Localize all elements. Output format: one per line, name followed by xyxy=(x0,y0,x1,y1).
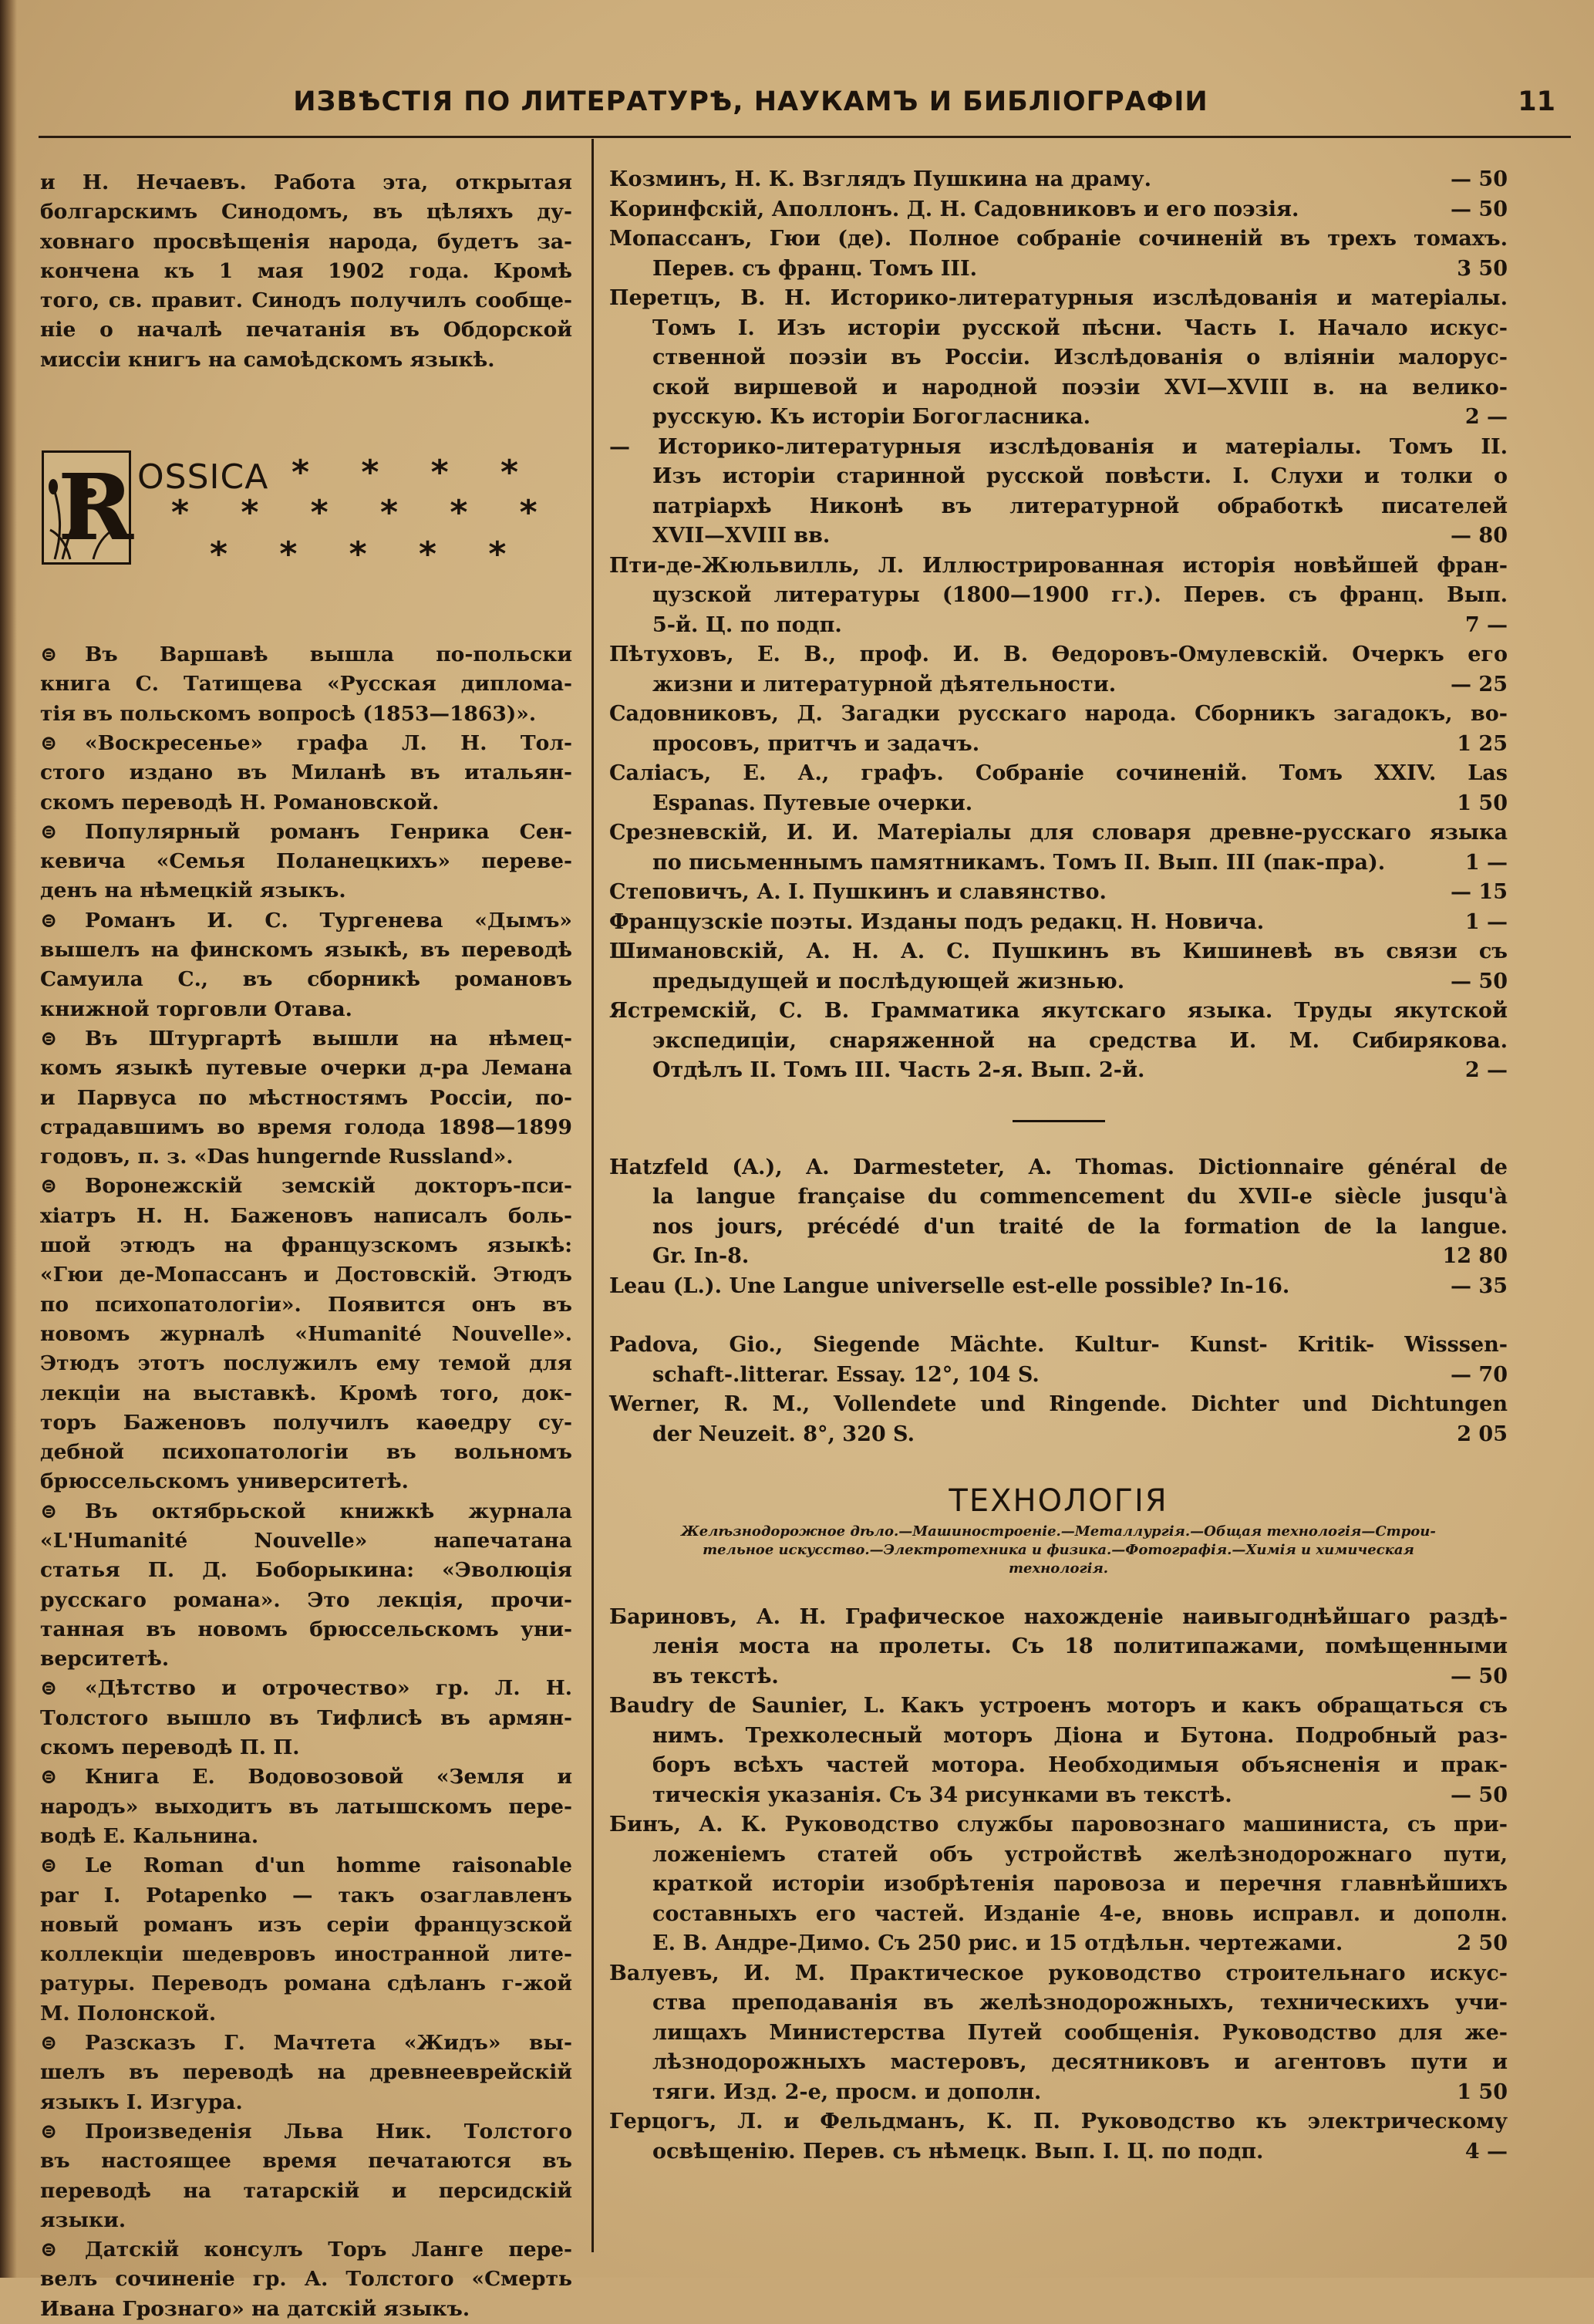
bib-entry xyxy=(609,433,1508,551)
news-text: Романъ И. С. Тургенева «Дымъ» xyxy=(85,908,572,933)
news-line: страдавшимъ во время голода 1898—1899 xyxy=(40,1115,572,1139)
bib-line xyxy=(609,1929,1508,1959)
bib-line: Baudry de Saunier, L. Какъ устроенъ моторъ и какъ обращаться съ xyxy=(609,1694,1508,1718)
bib-line: Пти-де-Жюльвилль, Л. Иллюстрированная исторія новѣйшей фран- xyxy=(609,553,1508,578)
news-line: новый романъ изъ серіи французской xyxy=(40,1912,572,1937)
bib-entry xyxy=(609,1692,1508,1810)
spacer xyxy=(609,1301,1508,1331)
news-item xyxy=(40,1172,572,1496)
news-item xyxy=(40,1762,572,1851)
bib-line: ства преподаванія въ желѣзнодорожныхъ, техническихъ учи- xyxy=(652,1991,1508,2015)
news-bullet-icon: ⊜ xyxy=(40,1676,58,1701)
news-line: велъ сочиненіе гр. А. Толстого «Смерть xyxy=(40,2267,572,2292)
bib-entry xyxy=(609,195,1508,225)
news-line: годовъ, п. з. «Das hungernde Russland». xyxy=(40,1145,514,1169)
bib-line: — Историко-литературныя изслѣдованія и матеріалы. Томъ II. xyxy=(609,434,1508,459)
bib-entry xyxy=(609,1272,1508,1302)
bib-line: la langue française du commencement du XVII-e siècle jusqu'à xyxy=(652,1185,1508,1209)
bib-text: schaft-.litterar. Essay. 12°, 104 S. xyxy=(652,1362,1040,1387)
bib-line xyxy=(609,403,1508,433)
news-line: тія въ польскомъ вопросѣ (1853—1863)». xyxy=(40,701,537,726)
initial-letter: R xyxy=(58,454,134,562)
bib-entry xyxy=(609,878,1508,908)
french-bibliography xyxy=(609,1153,1508,1302)
news-bullet-icon: ⊜ xyxy=(40,730,58,755)
news-bullet-icon: ⊜ xyxy=(40,1853,58,1878)
news-line xyxy=(40,906,572,936)
bib-text: der Neuzeit. 8°, 320 S. xyxy=(652,1422,915,1446)
bib-line: Бинъ, А. К. Руководство службы паровознаго машиниста, съ при- xyxy=(609,1813,1508,1837)
bib-entry xyxy=(609,1153,1508,1272)
asterism-row-2: * * * * * * xyxy=(171,493,558,533)
bib-line: Werner, R. M., Vollendete und Ringende. Dichter und Dichtungen xyxy=(609,1392,1508,1416)
bib-text: Коринфскій, Аполлонъ. Д. Н. Садовниковъ и его поэзія. xyxy=(609,197,1299,221)
bib-text: Отдѣлъ II. Томъ III. Часть 2-я. Вып. 2-й. xyxy=(652,1058,1145,1082)
news-line xyxy=(40,2235,572,2265)
news-line xyxy=(40,1497,572,1526)
bib-line xyxy=(609,2137,1508,2167)
bib-text: русскую. Къ исторіи Богогласника. xyxy=(652,405,1091,429)
bib-line: ственной поэзіи въ Россіи. Изслѣдованія о вліяніи малорус- xyxy=(652,346,1508,369)
price: 2 — xyxy=(1464,405,1508,429)
news-text: Воронежскій земскій докторъ-пси- xyxy=(85,1174,572,1199)
bib-line xyxy=(609,1361,1508,1391)
news-line: ратуры. Переводъ романа сдѣланъ г-жой xyxy=(40,1972,572,1996)
bib-line: nos jours, précédé d'un traité de la formation de la langue. xyxy=(652,1214,1508,1239)
bib-line: Шимановскій, А. Н. А. С. Пушкинъ въ Кишиневѣ въ связи съ xyxy=(609,939,1508,963)
right-column xyxy=(609,165,1508,2167)
intro-line: ховнаго просвѣщенія народа, будетъ за- xyxy=(40,229,572,254)
news-line: верситетѣ. xyxy=(40,1647,170,1671)
bib-line: Изъ исторіи старинной русской повѣсти. I. Слухи и толки о xyxy=(652,464,1508,488)
bib-line: экспедиціи, снаряженной на средства И. М. Сибирякова. xyxy=(652,1028,1508,1053)
intro-line: кончена къ 1 мая 1902 года. Кромѣ xyxy=(40,258,572,283)
bib-line: Саліасъ, Е. А., графъ. Собраніе сочиненій. Томъ XXIV. Las xyxy=(609,761,1508,785)
bib-line: ложеніемъ статей объ устройствѣ желѣзнодорожнаго пути, xyxy=(652,1842,1508,1867)
ornamental-initial-r xyxy=(42,450,134,565)
asterism-row-3: * * * * * xyxy=(210,535,527,575)
bib-line: Перетцъ, В. Н. Историко-литературныя изслѣдованія и матеріалы. xyxy=(609,286,1508,310)
bib-line xyxy=(609,1242,1508,1272)
news-text: Le Roman d'un homme raisonable xyxy=(85,1853,572,1878)
column-divider xyxy=(591,139,594,2252)
bib-text: просовъ, притчъ и задачъ. xyxy=(652,731,980,756)
news-bullet-icon: ⊜ xyxy=(40,2238,58,2262)
price: — 50 xyxy=(1451,1783,1508,1807)
price: 1 — xyxy=(1464,850,1508,875)
news-line: новомъ журналѣ «Humanité Nouvelle». xyxy=(40,1321,572,1346)
price: — 50 xyxy=(1451,1664,1508,1688)
bib-line xyxy=(609,255,1508,285)
bib-line: краткой исторіи изобрѣтенія паровоза и перечня главнѣйшихъ xyxy=(652,1872,1508,1896)
news-bullet-icon: ⊜ xyxy=(40,1026,58,1051)
news-item xyxy=(40,1497,572,1675)
news-line: народъ» выходитъ въ латышскомъ пере- xyxy=(40,1794,572,1819)
news-item xyxy=(40,1674,572,1762)
bib-entry xyxy=(609,997,1508,1086)
news-line: водѣ Е. Кальнина. xyxy=(40,1823,259,1848)
news-bullet-icon: ⊜ xyxy=(40,819,58,844)
news-list xyxy=(40,640,572,2324)
price: — 80 xyxy=(1451,524,1508,548)
price: 2 05 xyxy=(1457,1422,1508,1446)
bib-text: 5-й. Ц. по подп. xyxy=(652,612,842,637)
subtitle-line: Желѣзнодорожное дѣло.—Машиностроеніе.—Металлургія.—Общая технологія—Строи- xyxy=(681,1523,1436,1540)
bib-line xyxy=(609,1420,1508,1450)
bib-text: Козминъ, Н. К. Взглядъ Пушкина на драму. xyxy=(609,167,1152,191)
bib-text: Gr. In-8. xyxy=(652,1244,750,1268)
news-line: скомъ переводѣ Н. Романовской. xyxy=(40,790,440,815)
bib-line xyxy=(609,967,1508,997)
german-bibliography xyxy=(609,1331,1508,1449)
price: 1 50 xyxy=(1457,2079,1508,2104)
news-line xyxy=(40,640,572,670)
news-line xyxy=(40,2029,572,2058)
news-item xyxy=(40,729,572,818)
news-line: танная въ новомъ брюссельскомъ уни- xyxy=(40,1617,572,1641)
news-text: Въ Штургартѣ вышли на нѣмец- xyxy=(85,1026,572,1051)
bib-text: освѣщенію. Перев. съ нѣмецк. Вып. I. Ц. по подп. xyxy=(652,2139,1264,2164)
section-heading-technology: ТЕХНОЛОГІЯ xyxy=(949,1483,1168,1519)
news-line xyxy=(40,1024,572,1054)
price: 2 50 xyxy=(1457,1931,1508,1955)
news-line: Ивана Грознаго» на датскій языкъ. xyxy=(40,2296,470,2321)
news-line: брюссельскомъ университетѣ. xyxy=(40,1469,409,1494)
price: — 70 xyxy=(1451,1362,1508,1387)
news-text: «Воскресенье» графа Л. Н. Тол- xyxy=(85,730,572,755)
price: 4 — xyxy=(1464,2139,1508,2164)
news-item xyxy=(40,2029,572,2117)
bib-text: Leau (L.). Une Langue universelle est-elle possible? In-16. xyxy=(609,1273,1290,1298)
price: — 35 xyxy=(1451,1273,1508,1298)
news-text: Датскій консулъ Торъ Ланге пере- xyxy=(85,2238,572,2262)
bib-entry xyxy=(609,224,1508,284)
bib-line: Валуевъ, И. М. Практическое руководство строительнаго искус- xyxy=(609,1961,1508,1985)
bib-line: Томъ I. Изъ исторіи русской пѣсни. Часть I. Начало искус- xyxy=(652,315,1508,340)
running-title: ИЗВѢСТІЯ ПО ЛИТЕРАТУРѢ, НАУКАМЪ И БИБЛІОГРАФІИ xyxy=(293,86,1208,117)
price: 1 25 xyxy=(1457,731,1508,756)
news-item xyxy=(40,1851,572,2029)
news-line: шелъ въ переводѣ на древнееврейскій xyxy=(40,2060,572,2085)
news-text: «Дѣтство и отрочество» гр. Л. Н. xyxy=(85,1676,572,1701)
news-bullet-icon: ⊜ xyxy=(40,1499,58,1523)
bib-line: Мопассанъ, Гюи (де). Полное собраніе сочиненій въ трехъ томахъ. xyxy=(609,227,1508,251)
bib-line: Бариновъ, А. Н. Графическое нахожденіе наивыгоднѣйшаго раздѣ- xyxy=(609,1604,1508,1629)
news-line: книга С. Татищева «Русская диплома- xyxy=(40,672,572,697)
left-column xyxy=(40,168,572,2324)
bib-text: по письменнымъ памятникамъ. Томъ II. Вып. III (пак-пра). xyxy=(652,850,1386,875)
bib-line xyxy=(609,730,1508,760)
bib-line xyxy=(609,908,1508,938)
binding-edge xyxy=(0,0,17,2278)
bib-line: Срезневскій, И. И. Матеріалы для словаря древне-русскаго языка xyxy=(609,821,1508,845)
news-line xyxy=(40,1762,572,1792)
bib-line: Герцогъ, Л. и Фельдманъ, К. П. Руководство къ электрическому xyxy=(609,2110,1508,2133)
bib-line xyxy=(609,1781,1508,1811)
news-line: книжной торговли Отава. xyxy=(40,997,352,1021)
bib-entry xyxy=(609,284,1508,433)
bib-line: Hatzfeld (A.), A. Darmesteter, A. Thomas. Dictionnaire général de xyxy=(609,1155,1508,1179)
intro-line: того, св. правит. Синодъ получилъ сообще- xyxy=(40,288,572,313)
bib-line xyxy=(609,1056,1508,1086)
intro-line: и Н. Нечаевъ. Работа эта, открытая xyxy=(40,170,572,194)
news-line: по психопатологіи». Появится онъ въ xyxy=(40,1292,572,1317)
bib-line: составныхъ его частей. Изданіе 4-е, вновь исправл. и дополн. xyxy=(652,1901,1508,1926)
price: — 50 xyxy=(1451,167,1508,191)
bib-line: боръ всѣхъ частей мотора. Необходимыя объясненія и прак- xyxy=(652,1753,1508,1777)
bib-line: ской виршевой и народной поэзіи XVI—XVIII в. на велико- xyxy=(652,375,1508,400)
news-line: переводѣ на татарскій и персидскій xyxy=(40,2178,572,2203)
russian-bibliography xyxy=(609,165,1508,1086)
news-text: Книга Е. Водовозовой «Земля и xyxy=(85,1765,572,1789)
price: 1 50 xyxy=(1457,791,1508,815)
bib-text: жизни и литературной дѣятельности. xyxy=(652,672,1117,697)
bib-line: лищахъ Министерства Путей сообщенія. Руководство для же- xyxy=(652,2020,1508,2045)
news-item xyxy=(40,640,572,729)
bib-entry xyxy=(609,551,1508,641)
bib-line xyxy=(609,165,1508,195)
bib-line: Padova, Gio., Siegende Mächte. Kultur- Kunst- Kritik- Wisssen- xyxy=(609,1333,1508,1357)
news-line: денъ на нѣмецкій языкъ. xyxy=(40,879,346,903)
subtitle-line: технологія. xyxy=(1008,1560,1109,1577)
subtitle-line: тельное искусство.—Электротехника и физика.—Фотографія.—Химія и химическая xyxy=(703,1541,1414,1558)
rossica-heading xyxy=(40,450,572,589)
news-line: языкъ І. Изгура. xyxy=(40,2090,243,2114)
news-bullet-icon: ⊜ xyxy=(40,1765,58,1789)
bib-entry xyxy=(609,818,1508,878)
bib-entry xyxy=(609,1959,1508,2108)
bib-line xyxy=(609,878,1508,908)
section-subtitle xyxy=(609,1523,1508,1578)
bib-text: тяги. Изд. 2-е, просм. и дополн. xyxy=(652,2079,1042,2104)
bib-entry xyxy=(609,1331,1508,1390)
news-item xyxy=(40,2117,572,2235)
bib-text: Степовичъ, А. І. Пушкинъ и славянство. xyxy=(609,880,1107,904)
intro-line: ніе о началѣ печатанія въ Обдорской xyxy=(40,318,572,342)
bib-line xyxy=(609,789,1508,819)
bib-line xyxy=(609,1662,1508,1692)
intro-line: миссіи книгъ на самоѣдскомъ языкѣ. xyxy=(40,347,495,372)
technology-bibliography xyxy=(609,1603,1508,2167)
news-line xyxy=(40,2117,572,2147)
news-bullet-icon: ⊜ xyxy=(40,1174,58,1199)
bib-text: Е. В. Андре-Димо. Съ 250 рис. и 15 отдѣльн. чертежами. xyxy=(652,1931,1343,1955)
price: 12 80 xyxy=(1442,1244,1508,1268)
news-line: Этюдъ этотъ послужилъ ему темой для xyxy=(40,1351,572,1376)
bib-line: ленія моста на пролеты. Съ 18 политипажами, помѣщенными xyxy=(652,1634,1508,1658)
bib-line: нимъ. Трехколесный моторъ Діона и Бутона. Подробный раз- xyxy=(652,1723,1508,1748)
news-line: въ настоящее время печатаются въ xyxy=(40,2149,572,2174)
bib-text: предыдущей и послѣдующей жизнью. xyxy=(652,969,1125,993)
page-header xyxy=(31,86,1563,133)
news-item xyxy=(40,2235,572,2324)
news-line: хіатръ Н. Н. Баженовъ написалъ боль- xyxy=(40,1203,572,1228)
news-line: «Гюи де-Мопассанъ и Достовскій. Этюдъ xyxy=(40,1263,572,1287)
news-line: языки. xyxy=(40,2208,126,2232)
news-line xyxy=(40,818,572,847)
bib-entry xyxy=(609,908,1508,938)
news-line xyxy=(40,1851,572,1880)
news-line: коллекціи шедевровъ иностранной лите- xyxy=(40,1942,572,1967)
asterism-row-1: * * * * xyxy=(292,453,538,493)
news-line: Толстого вышло въ Тифлисѣ въ армян- xyxy=(40,1705,572,1730)
news-line: статья П. Д. Боборыкина: «Эволюція xyxy=(40,1558,572,1583)
price: — 50 xyxy=(1451,969,1508,993)
news-line: торъ Баженовъ получилъ каѳедру су- xyxy=(40,1410,572,1435)
news-bullet-icon: ⊜ xyxy=(40,643,58,667)
bib-text: Espanas. Путевые очерки. xyxy=(652,791,973,815)
bib-entry xyxy=(609,937,1508,997)
header-rule xyxy=(39,136,1571,138)
page-number: 11 xyxy=(1518,86,1555,117)
news-item xyxy=(40,906,572,1024)
news-text: Популярный романъ Генрика Сен- xyxy=(85,819,572,844)
news-line: кевича «Семья Поланецкихъ» переве- xyxy=(40,849,572,874)
news-line: стого издано въ Миланѣ въ итальян- xyxy=(40,761,572,785)
news-bullet-icon: ⊜ xyxy=(40,2031,58,2056)
bib-entry xyxy=(609,640,1508,700)
news-line: М. Полонской. xyxy=(40,2001,217,2025)
news-bullet-icon: ⊜ xyxy=(40,2119,58,2144)
price: — 15 xyxy=(1451,880,1508,904)
news-line xyxy=(40,1674,572,1703)
bib-line xyxy=(609,521,1508,551)
news-item xyxy=(40,1024,572,1172)
bib-text: тическія указанія. Съ 34 рисунками въ текстѣ. xyxy=(652,1783,1232,1807)
news-line: русскаго романа». Это лекція, прочи- xyxy=(40,1587,572,1612)
bib-line xyxy=(609,195,1508,225)
bib-line: лѣзнодорожныхъ мастеровъ, десятниковъ и агентовъ пути и xyxy=(652,2050,1508,2074)
news-line: Самуила С., въ сборникѣ романовъ xyxy=(40,967,572,992)
news-line: и Парвуса по мѣстностямъ Россіи, по- xyxy=(40,1085,572,1110)
news-line: комъ языкѣ путевые очерки д-ра Лемана xyxy=(40,1056,572,1081)
news-bullet-icon: ⊜ xyxy=(40,908,58,933)
price: 3 50 xyxy=(1457,256,1508,281)
bib-line: Садовниковъ, Д. Загадки русскаго народа. Сборникъ загадокъ, во- xyxy=(609,702,1508,726)
bib-entry xyxy=(609,1390,1508,1449)
price: 2 — xyxy=(1464,1058,1508,1082)
bib-line: Ястремскій, С. В. Грамматика якутскаго языка. Труды якутской xyxy=(609,999,1508,1023)
bib-entry xyxy=(609,1603,1508,1692)
price: 7 — xyxy=(1464,612,1508,637)
bib-line xyxy=(609,2078,1508,2108)
intro-line: болгарскимъ Синодомъ, въ цѣляхъ ду- xyxy=(40,200,572,224)
bib-entry xyxy=(609,759,1508,818)
news-line: «L'Humanité Nouvelle» напечатана xyxy=(40,1528,572,1553)
rossica-word: OSSICA xyxy=(137,457,269,498)
news-line: лекціи на выставкѣ. Кромѣ того, док- xyxy=(40,1381,572,1405)
bib-line: цузской литературы (1800—1900 гг.). Перев. съ франц. Вып. xyxy=(652,583,1508,607)
bib-text: въ текстѣ. xyxy=(652,1664,779,1688)
bib-line xyxy=(609,848,1508,879)
news-text: Произведенія Льва Ник. Толстого xyxy=(85,2119,572,2144)
bib-text: Перев. съ франц. Томъ III. xyxy=(652,256,978,281)
bib-entry xyxy=(609,165,1508,195)
bib-line: патріархѣ Никонѣ въ литературной обработкѣ писателей xyxy=(652,494,1508,518)
section-rule xyxy=(1013,1120,1105,1122)
news-text: Въ октябрьской книжкѣ журнала xyxy=(85,1499,572,1523)
bib-line xyxy=(609,670,1508,700)
news-line: скомъ переводѣ П. П. xyxy=(40,1735,300,1760)
bib-text: XVII—XVIII вв. xyxy=(652,524,831,548)
news-line xyxy=(40,1172,572,1201)
news-line: par I. Potapenko — такъ озаглавленъ xyxy=(40,1883,572,1907)
bib-text: Французскіе поэты. Изданы подъ редакц. Н. Новича. xyxy=(609,909,1265,934)
bib-line: Пѣтуховъ, Е. В., проф. И. В. Ѳедоровъ-Омулевскій. Очеркъ его xyxy=(609,643,1508,666)
bib-line xyxy=(609,611,1508,641)
news-line: вышелъ на финскомъ языкѣ, въ переводѣ xyxy=(40,938,572,963)
price: — 50 xyxy=(1451,197,1508,221)
news-item xyxy=(40,818,572,906)
bib-entry xyxy=(609,700,1508,759)
news-line xyxy=(40,729,572,758)
price: 1 — xyxy=(1464,909,1508,934)
bib-line xyxy=(609,1272,1508,1302)
bib-entry xyxy=(609,1810,1508,1959)
news-text: Въ Варшавѣ вышла по-польски xyxy=(85,643,572,667)
bib-entry xyxy=(609,2107,1508,2167)
intro-paragraph xyxy=(40,168,572,375)
news-text: Разсказъ Г. Мачтета «Жидъ» вы- xyxy=(85,2031,572,2056)
price: — 25 xyxy=(1451,672,1508,697)
news-line: шой этюдъ на французскомъ языкѣ: xyxy=(40,1233,572,1258)
news-line: дебной психопатологіи въ вольномъ xyxy=(40,1440,572,1465)
